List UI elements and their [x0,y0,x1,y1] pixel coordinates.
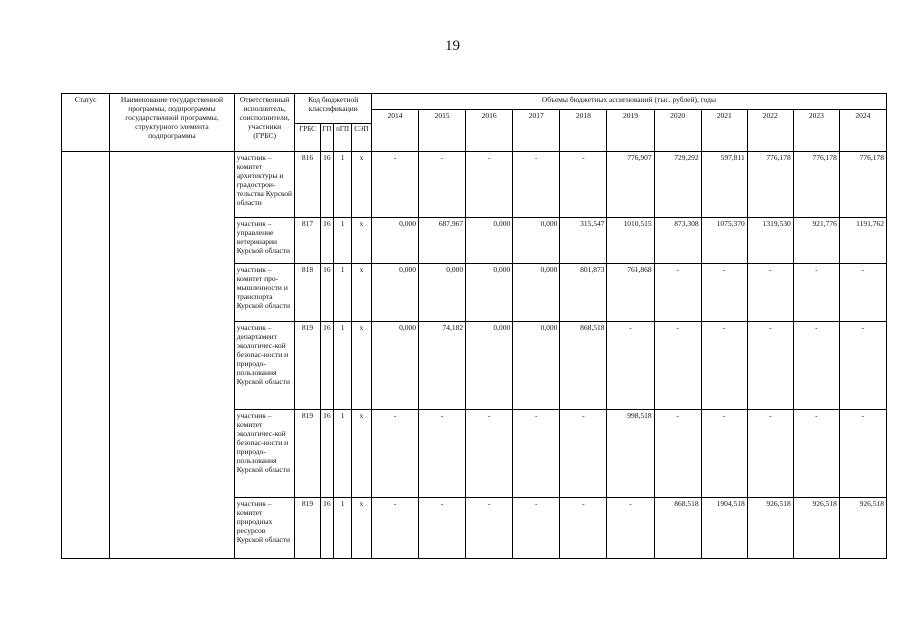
value-cell: - [654,410,701,498]
value-cell: - [701,410,747,498]
value-cell: 926,518 [839,498,886,559]
header-year: 2017 [513,110,560,152]
value-cell: - [560,152,607,218]
value-cell: - [793,322,839,410]
header-year: 2016 [466,110,513,152]
code-cell: 16 [320,498,334,559]
value-cell: - [747,410,793,498]
code-cell: 816 [295,152,320,218]
value-cell: 1075,370 [701,218,747,264]
header-code-grbs: ГРБС [295,124,320,152]
header-volume-group: Объемы бюджетных ассигнований (тыс. рублей), годы [371,94,886,110]
header-code-sep: СЭП [351,124,371,152]
executor-cell: участник – комитет экологичес-кой безопас-ности и природо-пользования Курской области [234,410,295,498]
value-cell: 315,547 [560,218,607,264]
code-cell: 819 [295,322,320,410]
code-cell: х [351,264,371,322]
value-cell: - [419,152,466,218]
value-cell: 1010,515 [607,218,654,264]
value-cell: - [654,322,701,410]
executor-cell: участник – управление ветеринарии Курской области [234,218,295,264]
code-cell: 1 [334,218,352,264]
value-cell: 1904,518 [701,498,747,559]
value-cell: - [607,498,654,559]
code-cell: 1 [334,498,352,559]
code-cell: 817 [295,218,320,264]
value-cell: - [560,410,607,498]
executor-cell: участник – комитет про-мышленности и транспорта Курской области [234,264,295,322]
value-cell: - [466,410,513,498]
header-code-pgp: пГП [334,124,352,152]
value-cell: 0,000 [419,264,466,322]
value-cell: - [466,498,513,559]
value-cell: - [701,322,747,410]
value-cell: 761,868 [607,264,654,322]
executor-cell: участник – комитет архитектуры и градострои-тельства Курской области [234,152,295,218]
value-cell: - [371,410,418,498]
value-cell: - [513,498,560,559]
value-cell: - [466,152,513,218]
value-cell: 873,308 [654,218,701,264]
budget-table [61,93,887,559]
value-cell: 921,776 [793,218,839,264]
page-number: 19 [445,38,460,54]
code-cell: х [351,322,371,410]
value-cell: 0,000 [371,264,418,322]
value-cell: 0,000 [371,322,418,410]
value-cell: 0,000 [466,264,513,322]
value-cell: 868,518 [654,498,701,559]
value-cell: 0,000 [371,218,418,264]
code-cell: 16 [320,322,334,410]
value-cell: - [419,410,466,498]
code-cell: 819 [295,410,320,498]
header-year: 2018 [560,110,607,152]
value-cell: 597,811 [701,152,747,218]
value-cell: - [701,264,747,322]
header-year: 2014 [371,110,418,152]
code-cell: х [351,152,371,218]
value-cell: 998,518 [607,410,654,498]
value-cell: 868,518 [560,322,607,410]
header-status: Статус [62,94,110,152]
value-cell: - [793,264,839,322]
value-cell: - [839,264,886,322]
value-cell: 926,518 [793,498,839,559]
value-cell: 74,182 [419,322,466,410]
status-cell [62,152,110,559]
value-cell: 0,000 [466,218,513,264]
value-cell: 0,000 [513,218,560,264]
code-cell: х [351,410,371,498]
value-cell: 0,000 [466,322,513,410]
value-cell: 776,178 [793,152,839,218]
value-cell: - [793,410,839,498]
value-cell: 729,292 [654,152,701,218]
value-cell: - [560,498,607,559]
code-cell: 16 [320,152,334,218]
value-cell: 776,178 [747,152,793,218]
code-cell: 818 [295,264,320,322]
header-year: 2015 [419,110,466,152]
header-year: 2021 [701,110,747,152]
value-cell: - [654,264,701,322]
value-cell: 1191,762 [839,218,886,264]
value-cell: 687,967 [419,218,466,264]
value-cell: 801,873 [560,264,607,322]
code-cell: 1 [334,264,352,322]
header-code-group: Код бюджетной классификации [295,94,371,124]
code-cell: 1 [334,322,352,410]
header-year: 2020 [654,110,701,152]
value-cell: - [513,410,560,498]
header-year: 2019 [607,110,654,152]
value-cell: - [419,498,466,559]
value-cell: 776,907 [607,152,654,218]
code-cell: 819 [295,498,320,559]
value-cell: - [747,322,793,410]
value-cell: 776,178 [839,152,886,218]
code-cell: 16 [320,264,334,322]
name-cell [110,152,235,559]
executor-cell: участник – департамент экологичес-кой безопас-ности и природо-пользования Курской области [234,322,295,410]
code-cell: 1 [334,152,352,218]
value-cell: - [513,152,560,218]
header-code-gp: ГП [320,124,334,152]
value-cell: - [839,322,886,410]
value-cell: - [371,152,418,218]
value-cell: 1319,530 [747,218,793,264]
executor-cell: участник – комитет природных ресурсов Курской области [234,498,295,559]
table-row [62,152,887,218]
header-year: 2024 [839,110,886,152]
code-cell: х [351,218,371,264]
value-cell: 926,518 [747,498,793,559]
header-name: Наименование государственной программы, подпрограммы государственной программы, структурного элемента подпрограммы [110,94,235,152]
value-cell: 0,000 [513,322,560,410]
value-cell: 0,000 [513,264,560,322]
code-cell: 1 [334,410,352,498]
header-year: 2022 [747,110,793,152]
code-cell: 16 [320,410,334,498]
code-cell: х [351,498,371,559]
value-cell: - [371,498,418,559]
value-cell: - [839,410,886,498]
header-year: 2023 [793,110,839,152]
code-cell: 16 [320,218,334,264]
value-cell: - [747,264,793,322]
header-executor: Ответственный исполнитель, соисполнители, участники (ГРБС) [234,94,295,152]
value-cell: - [607,322,654,410]
